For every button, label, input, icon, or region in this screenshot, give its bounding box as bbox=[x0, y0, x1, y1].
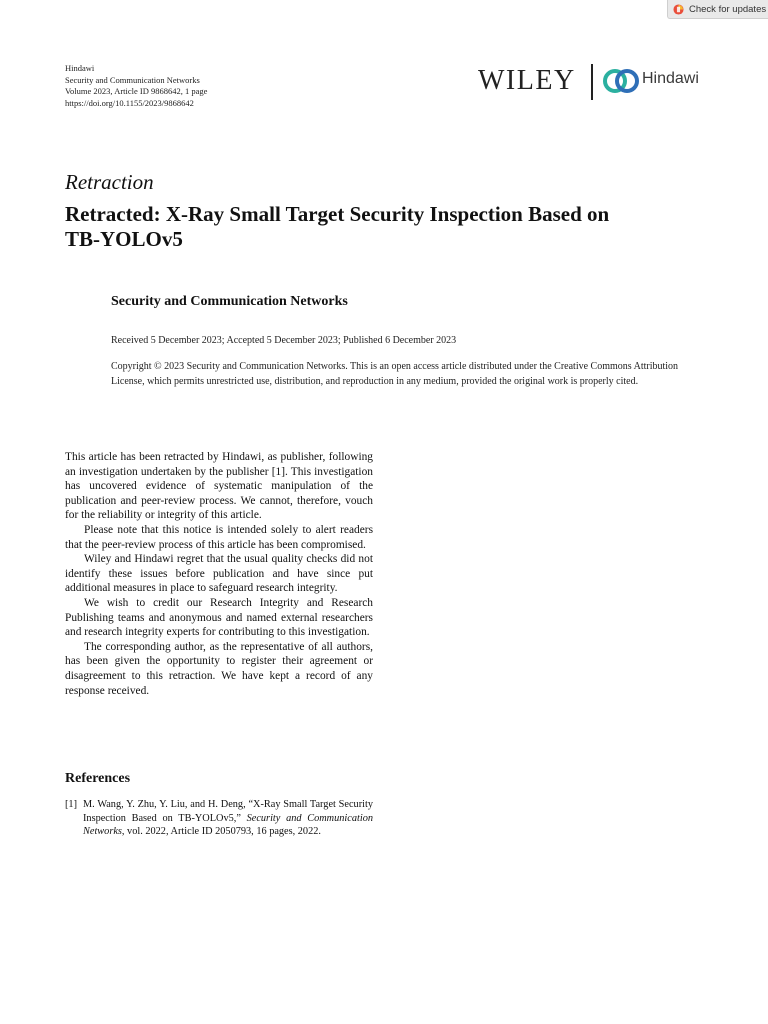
hindawi-rings-icon bbox=[603, 66, 639, 96]
references-heading: References bbox=[65, 771, 131, 786]
journal-name: Security and Communication Networks bbox=[111, 294, 348, 309]
check-for-updates-badge[interactable] bbox=[667, 0, 768, 19]
meta-journal: Security and Communication Networks bbox=[65, 74, 200, 85]
article-body bbox=[65, 450, 373, 698]
check-for-updates-label: Check for updates bbox=[689, 3, 767, 15]
body-paragraph: This article has been retracted by Hindawi, as publisher, following an investigation undertaken by the publisher [1]. This investigation has uncovered evidence of systematic manipulation of the publication and peer-review process. We cannot, therefore, vouch for the reliability or integrity of this article. bbox=[65, 451, 373, 522]
article-dates: Received 5 December 2023; Accepted 5 December 2023; Published 6 December 2023 bbox=[111, 335, 457, 346]
meta-doi[interactable]: https://doi.org/10.1155/2023/9868642 bbox=[65, 97, 194, 108]
reference-number: [1] bbox=[65, 799, 78, 810]
article-meta bbox=[65, 63, 207, 109]
body-paragraph: We wish to credit our Research Integrity and Research Publishing teams and anonymous and named external researchers and research integrity experts for contributing to this investigation. bbox=[65, 596, 373, 639]
wiley-logo: WILEY bbox=[478, 65, 576, 96]
reference-venue: Security and Communication Networks bbox=[83, 812, 373, 838]
reference-authors: M. Wang, Y. Zhu, Y. Liu, and H. Deng, “X-Ray Small Target Security Inspection Based on TB-YOLOv5,” bbox=[83, 799, 373, 824]
body-paragraph: Please note that this notice is intended solely to alert readers that the peer-review process of this article has been compromised. bbox=[65, 523, 373, 551]
hindawi-logo-text: Hindawi bbox=[642, 70, 699, 87]
meta-publisher: Hindawi bbox=[65, 63, 95, 73]
meta-volume: Volume 2023, Article ID 9868642, 1 page bbox=[65, 86, 208, 97]
body-paragraph: The corresponding author, as the representative of all authors, has been given the opportunity to register their agreement or disagreement to this retraction. We have kept a record of any response received. bbox=[65, 640, 373, 697]
copyright-notice: Copyright © 2023 Security and Communication Networks. This is an open access article distributed under the Creative Commons Attribution License, which permits unrestricted use, distribution, and reproduction in any medium, provided the original work is properly cited. bbox=[111, 361, 679, 387]
body-paragraph: Wiley and Hindawi regret that the usual quality checks did not identify these issues before publication and have since put additional measures in place to safeguard research integrity. bbox=[65, 553, 373, 595]
reference-details: , vol. 2022, Article ID 2050793, 16 pages, 2022. bbox=[121, 826, 321, 838]
article-type: Retraction bbox=[65, 170, 154, 194]
crossmark-icon bbox=[673, 4, 684, 15]
reference-item bbox=[65, 798, 373, 839]
article-title: Retracted: X-Ray Small Target Security Inspection Based on TB-YOLOv5 bbox=[65, 202, 610, 251]
logo-divider bbox=[591, 64, 593, 100]
reference-text bbox=[83, 798, 373, 839]
